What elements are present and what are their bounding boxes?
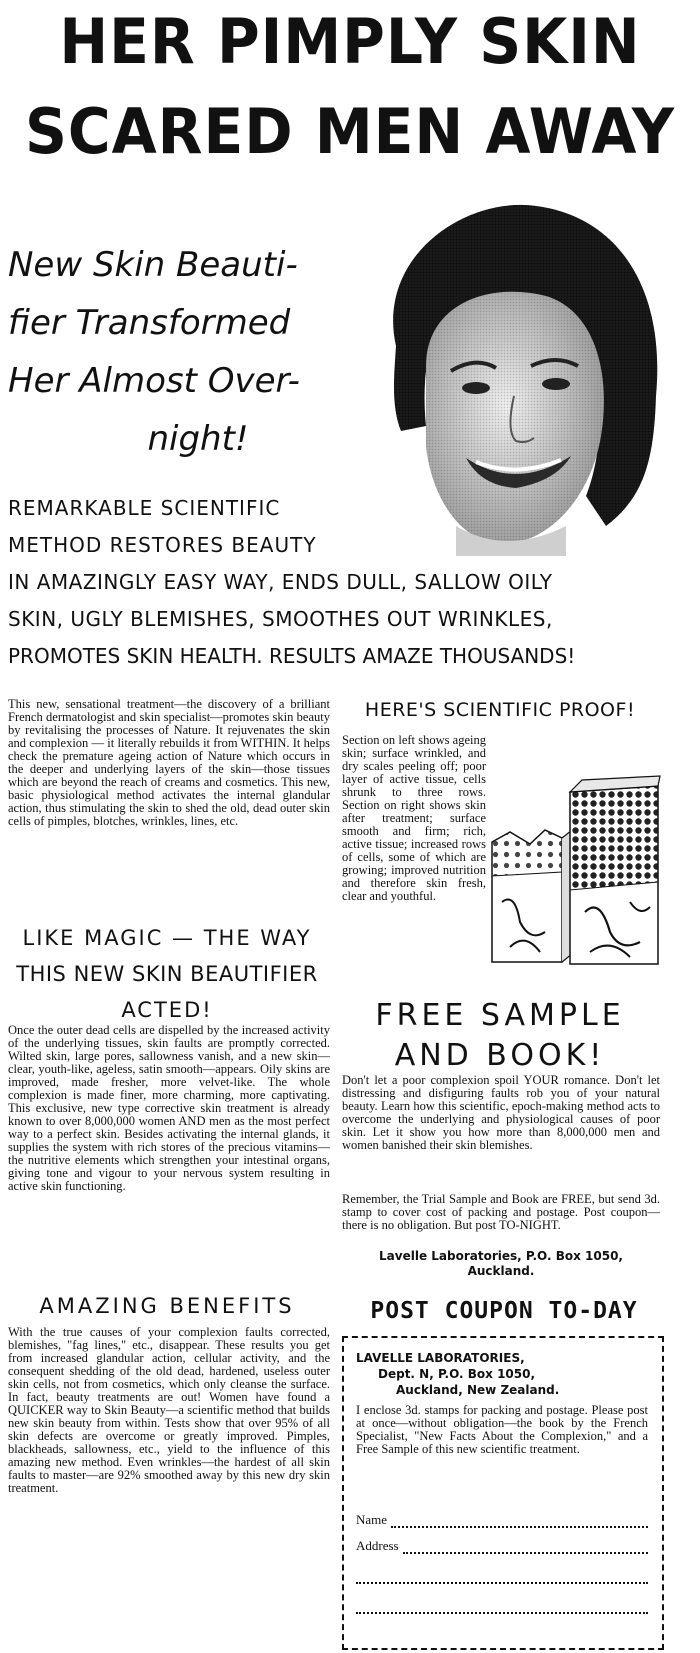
magic-paragraph: Once the outer dead cells are dispelled by the increased activity of the underlying tissues, skin faults are promptly corrected. Wilted skin, large pores, sallowness vanish, and a new skin—clear, youth-like, ageless, satin smooth—appears. Oily skins are improved, made fresher, more velvet-like. The whole complexion is made finer, more charming, more captivating. This exclusive, new type corrective skin treatment is already known to over 8,000,000 women AND men as the most perfect way to a perfect skin. Besides activating the internal glands, it supplies the system with rich stores of the precious vitamins—the nutritive elements which strengthen your intestinal organs, giving tone and vigour to your nervous system resulting in active skin functioning.: [8, 1023, 330, 1193]
free-heading: [340, 996, 660, 1076]
magic-heading-line: ACTED!: [121, 998, 213, 1022]
coupon-paragraph: I enclose 3d. stamps for packing and postage. Please post at once—without obligation—the book by the French Specialist, "New Facts About the Complexion," and a Free Sample of this new scientific treatment.: [356, 1403, 648, 1456]
headline-line-1: HER PIMPLY SKIN: [59, 5, 641, 78]
tagline-line-3: IN AMAZINGLY EASY WAY, ENDS DULL, SALLOW OILY: [8, 570, 553, 594]
address-line: Auckland.: [467, 1264, 535, 1278]
woman-portrait: [356, 196, 668, 556]
magic-heading-line: LIKE MAGIC — THE WAY: [22, 926, 312, 950]
free-paragraph-1: Don't let a poor complexion spoil YOUR romance. Don't let distressing and disfiguring faults rob you of your natural beauty. Learn how this scientific, epoch-making method acts to overcome the underlying and physiological causes of poor skin. Let it show you how more than 8,000,000 men and women banished their skin blemishes.: [342, 1073, 660, 1152]
free-heading-line: AND BOOK!: [394, 1038, 606, 1073]
intro-paragraph: This new, sensational treatment—the discovery of a brilliant French dermatologist and skin specialist—promotes skin beauty by revitalising the processes of Nature. It rejuvenates the skin and complexion — it literally rebuilds it from WITHIN. It helps check the premature ageing action of Nature which occurs in the deeper and underlying layers of the skin—those tissues which are beyond the reach of creams and cosmetics. This new, basic physiological method activates the internal glandular action, thus stimulating the skin to shed the old, dead outer skin cells of pimples, blotches, wrinkles, lines, etc.: [8, 697, 330, 828]
subheadline-line: night!: [147, 419, 249, 459]
free-paragraph-2: Remember, the Trial Sample and Book are FREE, but send 3d. stamp to cover cost of packing and postage. Post coupon—there is no obligation. But post TO-NIGHT.: [342, 1192, 660, 1232]
benefits-heading: AMAZING BENEFITS: [39, 1294, 295, 1318]
subheadline-line: New Skin Beauti-: [8, 245, 298, 285]
address-field-line[interactable]: [403, 1540, 648, 1554]
address-continuation-line[interactable]: [356, 1600, 648, 1614]
coupon-recipient-line: Dept. N, P.O. Box 1050,: [378, 1367, 536, 1381]
name-field-label: Name: [356, 1512, 388, 1527]
coupon-box: [342, 1336, 664, 1650]
coupon-recipient-line: LAVELLE LABORATORIES,: [356, 1351, 525, 1365]
address-line: Lavelle Laboratories, P.O. Box 1050,: [379, 1249, 623, 1263]
magic-heading: [4, 920, 330, 1028]
name-field-line[interactable]: [391, 1514, 648, 1528]
coupon-heading: POST COUPON TO-DAY: [370, 1298, 638, 1324]
subheadline-line: Her Almost Over-: [8, 361, 300, 401]
tagline-line-2: METHOD RESTORES BEAUTY: [8, 533, 317, 557]
tagline-line-5: PROMOTES SKIN HEALTH. RESULTS AMAZE THOUSANDS!: [8, 644, 576, 668]
magic-heading-line: THIS NEW SKIN BEAUTIFIER: [16, 962, 318, 986]
address-continuation-line[interactable]: [356, 1570, 648, 1584]
proof-paragraph: Section on left shows ageing skin; surface wrinkled, and dry scales peeling off; poor layer of active tissue, cells shrunk to three rows. Section on right shows skin after treatment; surface smooth and firm; rich, active tissue; increased rows of cells, some of which are growing; improved nutrition and therefore skin fresh, clear and youthful.: [342, 733, 486, 903]
subheadline: [8, 236, 348, 468]
address-field-label: Address: [356, 1538, 399, 1553]
coupon-recipient: [356, 1350, 559, 1398]
name-field-row[interactable]: [356, 1512, 648, 1528]
address-field-row[interactable]: [356, 1538, 648, 1554]
coupon-recipient-line: Auckland, New Zealand.: [396, 1383, 560, 1397]
benefits-paragraph: With the true causes of your complexion faults corrected, blemishes, "fag lines," etc., disappear. These results you get from increased glandular action, cellular activity, and the consequent shedding of the old dead, hardened, useless outer skin cells, not from cosmetics, which only cleanse the surface. In fact, beauty treatments are out! Women have found a QUICKER way to Skin Beauty—a scientific method that builds new skin beauty from within. Tests show that over 95% of all skin defects are overcome or greatly improved. Pimples, blackheads, sallowness, etc., yield to the influence of this amazing new method. Even wrinkles—the hardest of all skin faults to master—are 92% smoothed away by this new dry skin treatment.: [8, 1325, 330, 1495]
headline-line-2: SCARED MEN AWAY: [24, 95, 676, 168]
skin-section-diagram: [490, 772, 662, 968]
tagline-line-1: REMARKABLE SCIENTIFIC: [8, 496, 281, 520]
lavelle-address: [342, 1249, 660, 1279]
subheadline-line: fier Transformed: [8, 303, 291, 343]
free-heading-line: FREE SAMPLE: [375, 998, 625, 1033]
tagline-line-4: SKIN, UGLY BLEMISHES, SMOOTHES OUT WRINKLES,: [8, 607, 553, 631]
proof-heading: HERE'S SCIENTIFIC PROOF!: [364, 699, 636, 721]
